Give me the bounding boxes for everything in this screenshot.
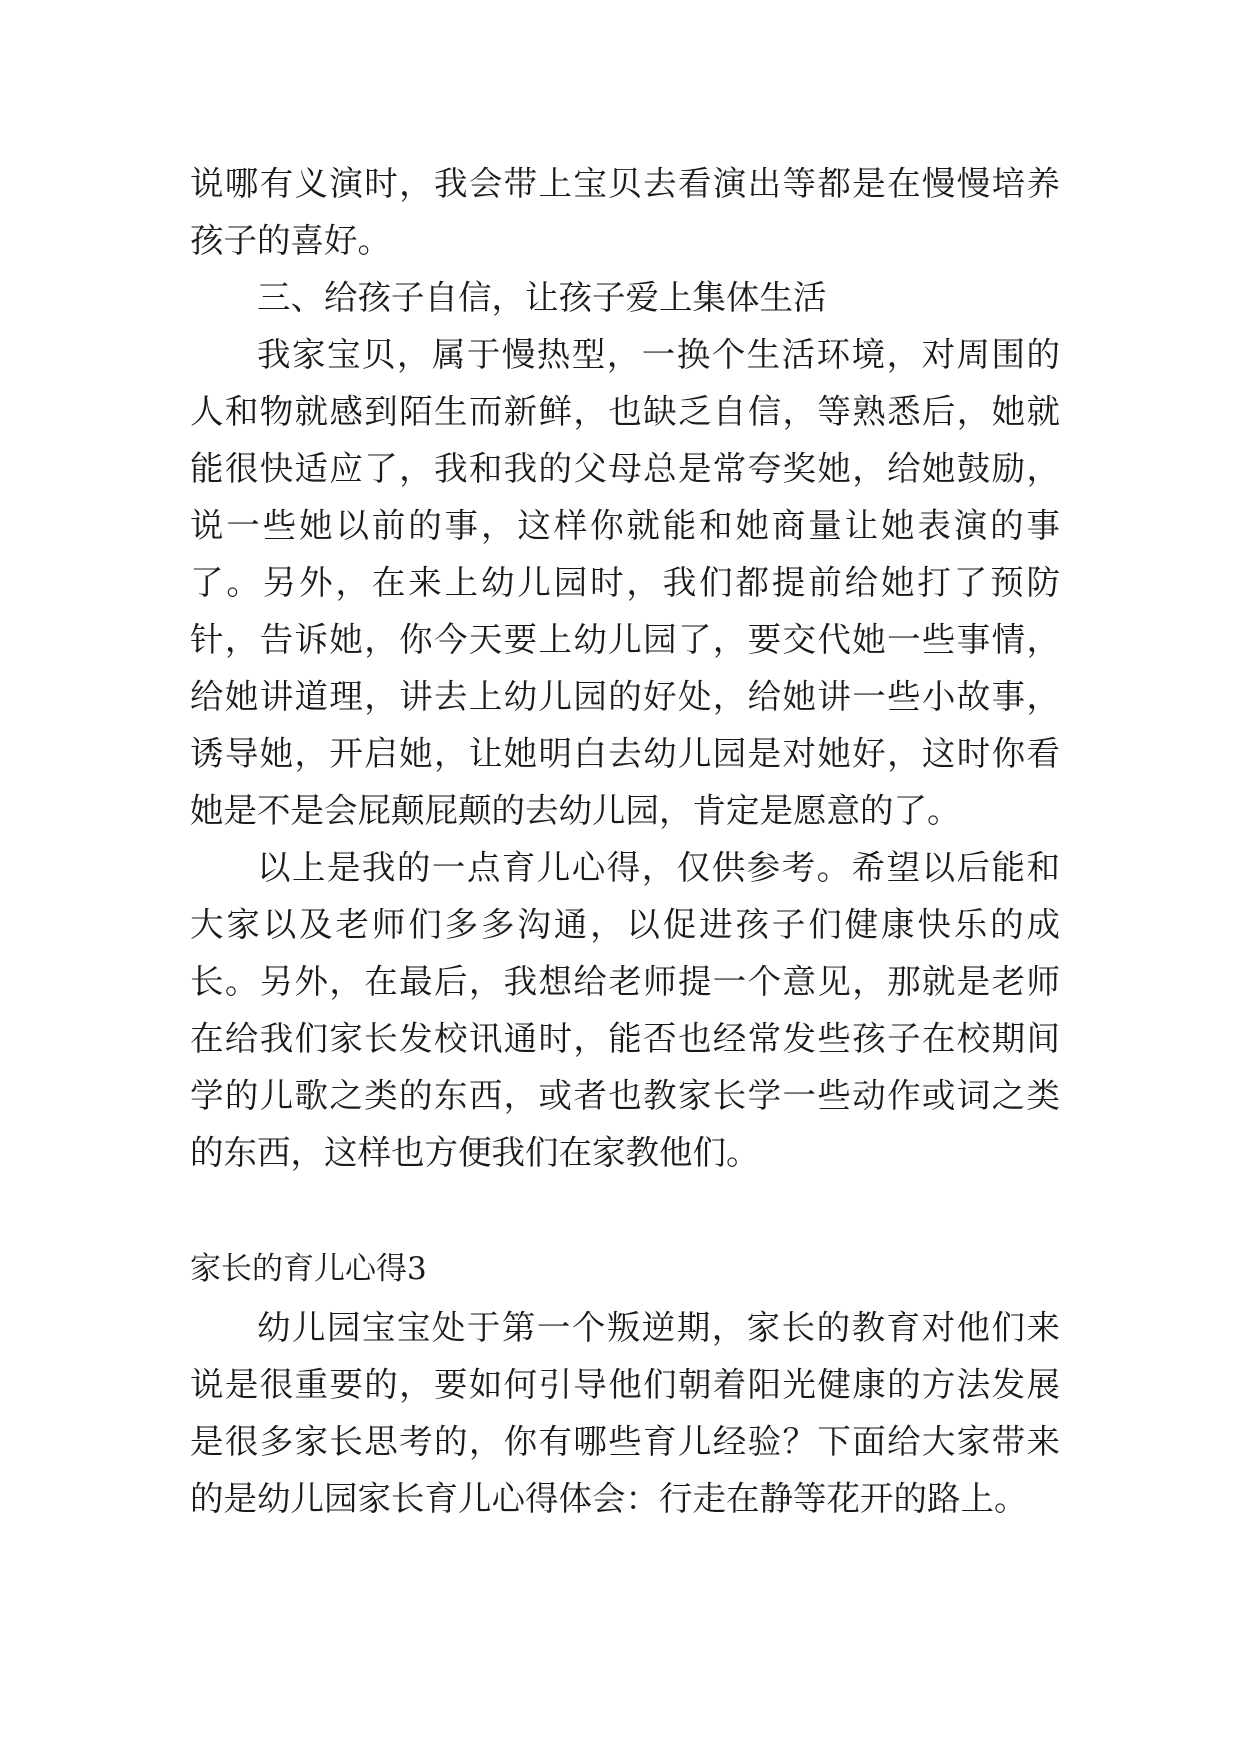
subheading-confidence: 三、给孩子自信，让孩子爱上集体生活 [257, 278, 827, 317]
paragraph-section-intro: 幼儿园宝宝处于第一个叛逆期，家长的教育对他们来说是很重要的，要如何引导他们朝着阳光健康的方法发展是很多家长思考的，你有哪些育儿经验？下面给大家带来的是幼儿园家长育儿心得体会：行走在静等花开的路上。 [190, 1308, 1060, 1518]
paragraph-slow-warm: 我家宝贝，属于慢热型，一换个生活环境，对周围的人和物就感到陌生而新鲜，也缺乏自信，等熟悉后，她就能很快适应了，我和我的父母总是常夸奖她，给她鼓励，说一些她以前的事，这样你就能和她商量让她表演的事了。另外，在来上幼儿园时，我们都提前给她打了预防针，告诉她，你今天要上幼儿园了，要交代她一些事情，给她讲道理，讲去上幼儿园的好处，给她讲一些小故事，诱导她，开启她，让她明白去幼儿园是对她好，这时你看她是不是会屁颠屁颠的去幼儿园，肯定是愿意的了。 [190, 335, 1060, 830]
section-title: 家长的育儿心得3 [190, 1251, 427, 1287]
paragraph-continued: 说哪有义演时，我会带上宝贝去看演出等都是在慢慢培养孩子的喜好。 [190, 164, 1060, 260]
document-body [190, 155, 1060, 1527]
paragraph-conclusion: 以上是我的一点育儿心得，仅供参考。希望以后能和大家以及老师们多多沟通，以促进孩子们健康快乐的成长。另外，在最后，我想给老师提一个意见，那就是老师在给我们家长发校讯通时，能否也经常发些孩子在校期间学的儿歌之类的东西，或者也教家长学一些动作或词之类的东西，这样也方便我们在家教他们。 [190, 848, 1060, 1172]
